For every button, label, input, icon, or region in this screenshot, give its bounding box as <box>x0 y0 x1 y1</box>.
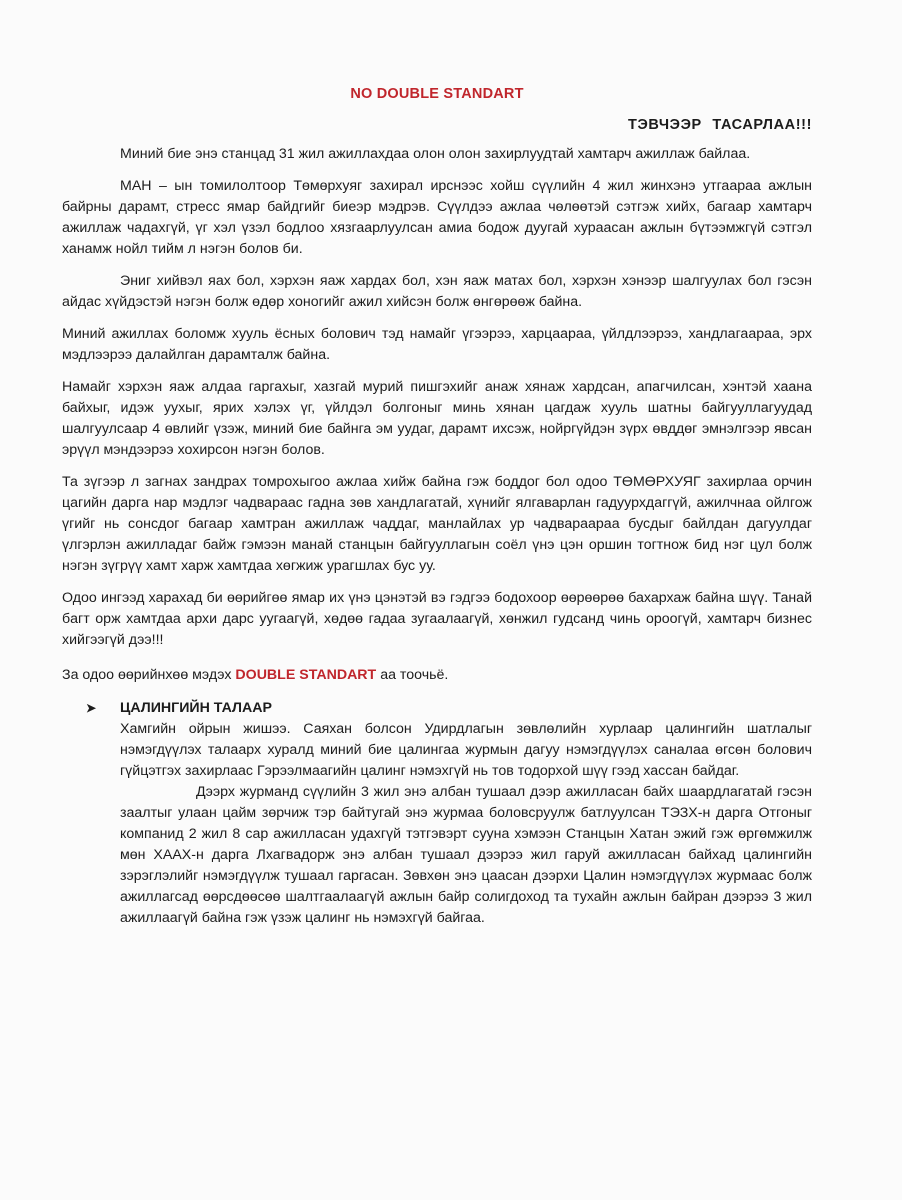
document-title: NO DOUBLE STANDART <box>350 86 524 102</box>
document-subtitle: ТЭВЧЭЭР ТАСАРЛАА!!! <box>627 117 812 133</box>
double-standart-highlight: DOUBLE STANDART <box>235 667 377 683</box>
section-heading: ЦАЛИНГИЙН ТАЛААР <box>120 700 272 716</box>
paragraph: Намайг хэрхэн яаж алдаа гаргахыг, хазгай мурий пишгэхийг анаж хянаж хардсан, апагчилсан, хэнтэй хаана байхыг, идэж уухыг, ярих хэлэх үг, үйлдэл болгоныг минь хянан цагдаж хууль шатны байгууллагуудад шалгуулсаар 4 өвлийг үзэж, миний бие байнга эм уудаг, дарамт ихсэж, нойргүйдэн зүрх өвддөг эмнэлгээр явсан эрүүл мэндээрээ хохирсон нэгэн болов. <box>62 379 812 458</box>
intro-line <box>62 665 812 686</box>
paragraph: МАН – ын томилолтоор Төмөрхуяг захирал ирснээс хойш сүүлийн 4 жил жинхэнэ утгаараа ажлын байрны дарамт, стресс ямар байдгийг биеэр мэдрэв. Сүүлдээ ажлаа чөлөөтэй сэтгэж хийх, багаар хамтарч ажиллаж чадахгүй, үг хэл үзэл бодлоо хязгаарлуулсан амиа бодож дуугай хураасан ажлын бүтээмжгүй сэтгэл ханамж нойл тийм л нэгэн болов би. <box>62 178 812 257</box>
intro-line-after: аа тоочьё. <box>380 667 449 683</box>
arrow-bullet-icon: ➤ <box>86 701 97 715</box>
section-heading-row <box>86 698 812 719</box>
salary-section <box>86 698 812 929</box>
paragraph: Миний бие энэ станцад 31 жил ажиллахдаа олон олон захирлуудтай хамтарч ажиллаж байлаа. <box>120 146 751 162</box>
paragraph: Одоо ингээд харахад би өөрийгөө ямар их үнэ цэнэтэй вэ гэдгээ бодохоор өөрөөрөө бахархаж байна шүү. Танай бaгт орж хамтдаа архи дарс уугаагүй, хөдөө гадаа зугаалаагүй, хөнжил гудсанд чинь ороогүй, хамтарч бизнес хийгээгүй дээ!!! <box>62 590 812 648</box>
paragraph: Миний ажиллах боломж хууль ёсных болович тэд намайг үгээрээ, харцаараа, үйлдлээрээ, хандлагаараа, эрх мэдлээрээ далайлган дарамталж байна. <box>62 326 812 363</box>
section-body <box>120 719 812 929</box>
section-paragraph: Хамгийн ойрын жишээ. Саяхан болсон Удирдлагын зөвлөлийн хурлаар цалингийн шатлалыг нэмэгдүүлэх талаарх хуралд миний бие цалингаа журмын дагуу нэмэгдүүлэх саналаа өгсөн болович гүйцэтгэх захирлаас Гэрээлмаагийн цалинг нэмэхгүй нь тов тодорхой шүү гээд хассан байдаг. <box>120 721 812 779</box>
paragraph: Эниг хийвэл яах бол, хэрхэн яаж хардах бол, хэн яаж матах бол, хэрхэн хэнээр шалгуулах бол гэсэн айдас хүйдэстэй нэгэн болж өдөр хоногийг ажил хийсэн болж өнгөрөөж байна. <box>62 273 812 310</box>
intro-line-before: За одоо өөрийнхөө мэдэх <box>62 667 232 683</box>
section-paragraph: Дээрх журманд сүүлийн 3 жил энэ албан тушаал дээр ажилласан байх шаардлагатай гэсэн заалтыг улаан цайм зөрчиж тэр байтугай энэ журмаа боловсруулж батлуулсан ТЭЗХ-н дарга Отгоныг компанид 2 жил 8 сар ажилласан удахгүй тэтгэвэрт суунa хэмээн Станцын Хатан эжий гэж өргөмжилж мөн ХААХ-н дарга Лхагвадорж энэ албан тушаал дээрээ жил гаруй ажилласан байхад цалингийн зэрэглэлийг нэмэгдүүлж тушаал гаргасан. Зөвхөн энэ цаасан дээрхи Цалин нэмэгдүүлэх журмаас болж ажиллагсад өөрсдөөсөө шалтгаалаагүй ажлын байр солигдоход та тухайн ажлын байран дээрээ 3 жил ажиллаагүй байна гэж үзэж цалинг нь нэмэхгүй байгаа. <box>120 784 812 926</box>
paragraph: Та зүгээр л загнах зандрах томрохыгоо ажлаа хийж байна гэж боддог бол одоо ТӨМӨРХУЯГ захирлаа орчин цагийн дарга нар мэдлэг чадвараас гадна зөв хандлагатай, хүнийг ялгаварлан гадуурхдаггүй, ажилчнаа ойлгож үгийг нь сонсдог багаар хамтран ажиллаж чаддаг, манлайлах ур чадвараараа бусдыг байлдан дагуулдаг үлгэрлэн ажилладаг байж гэмээн манай станцын байгууллагын соёл үнэ цэн оршин тогтнож бид нэг цул болж нэгэн зүгрүү хамт харж хамтдаа хөгжиж урагшлах бус уу. <box>62 474 812 574</box>
